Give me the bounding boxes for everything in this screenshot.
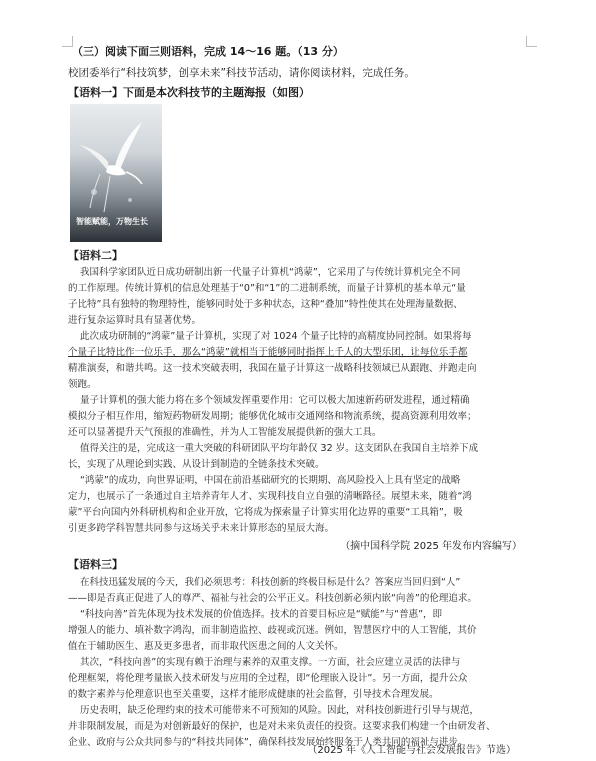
material3-line: 伦理框架，将伦理考量嵌入技术研发与应用的全过程，即“伦理嵌入设计”。另一方面，提升公众	[68, 673, 468, 684]
material3-label: 【语料三】	[68, 558, 123, 571]
theme-poster	[70, 104, 162, 242]
material3-line: 历史表明，缺乏伦理约束的技术可能带来不可预知的风险。因此，对科技创新进行引导与规范，	[80, 705, 480, 716]
material2-line: 蒙”平台向国内外科研机构和企业开放，它将成为探索量子计算实用化边界的重要“工具箱”，吸	[68, 507, 463, 518]
material2-line: 进行复杂运算时具有显著优势。	[68, 315, 202, 326]
material3-line: ——即是否真正促进了人的尊严、福祉与社会的公平正义。科技创新必须内嵌“向善”的伦理追求。	[68, 593, 477, 604]
material2-line: 量子计算机的强大能力将在多个领域发挥重要作用：它可以极大加速新药研发进程，通过精确	[80, 395, 470, 406]
material3-line: 其次，“科技向善”的实现有赖于治理与素养的双重支撑。一方面，社会应建立灵活的法律与	[80, 657, 461, 668]
material3-source: （2025 年《人工智能与社会发展报告》节选）	[307, 745, 516, 756]
material2-source: （摘中国科学院 2025 年发布内容编写）	[340, 541, 522, 552]
material3-line: 在科技迅猛发展的今天，我们必须思考：科技创新的终极目标是什么？答案应当回归到“人”	[80, 577, 461, 588]
material2-line: 此次成功研制的“鸿蒙”量子计算机，实现了对 1024 个量子比特的高精度协同控制。如果将每	[80, 331, 472, 342]
page-corner-mark	[526, 36, 537, 47]
material2-line: 还可以显著提升天气预报的准确性，并为人工智能发展提供新的强大工具。	[68, 427, 382, 438]
poster-caption: 智能赋能，万物生长	[76, 217, 148, 226]
material3-line: 企业、政府与公众共同参与的“科技共同体”，确保科技发展始终服务于人类共同的福祉与进步。	[68, 737, 468, 748]
material2-line: 子比特”具有独特的物理特性，能够同时处于多种状态，这种“叠加”特性使其在处理海量数据、	[68, 299, 463, 310]
material1-label: 【语料一】下面是本次科技节的主题海报（如图）	[68, 86, 310, 99]
material3-line: 增强人的能力、填补数字鸿沟，而非制造监控、歧视或沉迷。例如，智慧医疗中的人工智能，其价	[68, 625, 477, 636]
material2-line: 模拟分子相互作用，缩短药物研发周期；能够优化城市交通网络和物流系统，提高资源利用效率；	[68, 411, 477, 422]
material2-label: 【语料二】	[68, 249, 123, 262]
material3-line: “科技向善”首先体现为技术发展的价值选择。技术的首要目标应是“赋能”与“普惠”，即	[80, 609, 443, 620]
material3-line: 并非限制发展，而是为对创新最好的保护，也是对未来负责任的投资。这要求我们构建一个由研发者、	[68, 721, 496, 732]
intro-text: 校团委举行“科技筑梦，创享未来”科技节活动，请你阅读材料，完成任务。	[68, 67, 415, 79]
material3-line: 的数字素养与伦理意识也至关重要，这样才能形成健康的社会监督，引导技术合理发展。	[68, 689, 439, 700]
material2-line: 定力，也展示了一条通过自主培养青年人才、实现科技自立自强的清晰路径。展望未来，随着“鸿	[68, 491, 472, 502]
material3-line: 值在于辅助医生、惠及更多患者，而非取代医患之间的人文关怀。	[68, 641, 344, 652]
material2-line: 个量子比特比作一位乐手，那么“鸿蒙”就相当于能够同时指挥上千人的大型乐团，让每位乐手都	[68, 347, 468, 358]
material2-line: “鸿蒙”的成功，向世界证明，中国在前沿基础研究的长期期、高风险投入上具有坚定的战略	[80, 475, 461, 486]
material2-line: 值得关注的是，完成这一重大突破的科研团队平均年龄仅 32 岁。这支团队在我国自主培养下成	[80, 443, 479, 454]
material2-line: 精准演奏，和谐共鸣。这一技术突破表明，我国在量子计算这一战略科技领域已从跟跑、并跑走向	[68, 363, 477, 374]
material2-line: 领跑。	[68, 379, 97, 390]
material2-line: 引更多跨学科智慧共同参与这场关乎未来计算形态的星辰大海。	[68, 523, 335, 534]
material2-line: 长，实现了从理论到实践、从设计到制造的全链条技术突破。	[68, 459, 325, 470]
section-heading: （三）阅读下面三则语料，完成 14～16 题。（13 分）	[72, 45, 344, 58]
material2-line: 我国科学家团队近日成功研制出新一代量子计算机“鸿蒙”，它采用了与传统计算机完全不同	[80, 267, 461, 278]
material2-line: 的工作原理。传统计算机的信息处理基于“0”和“1”的二进制系统，而量子计算机的基本单元“量	[68, 283, 466, 294]
